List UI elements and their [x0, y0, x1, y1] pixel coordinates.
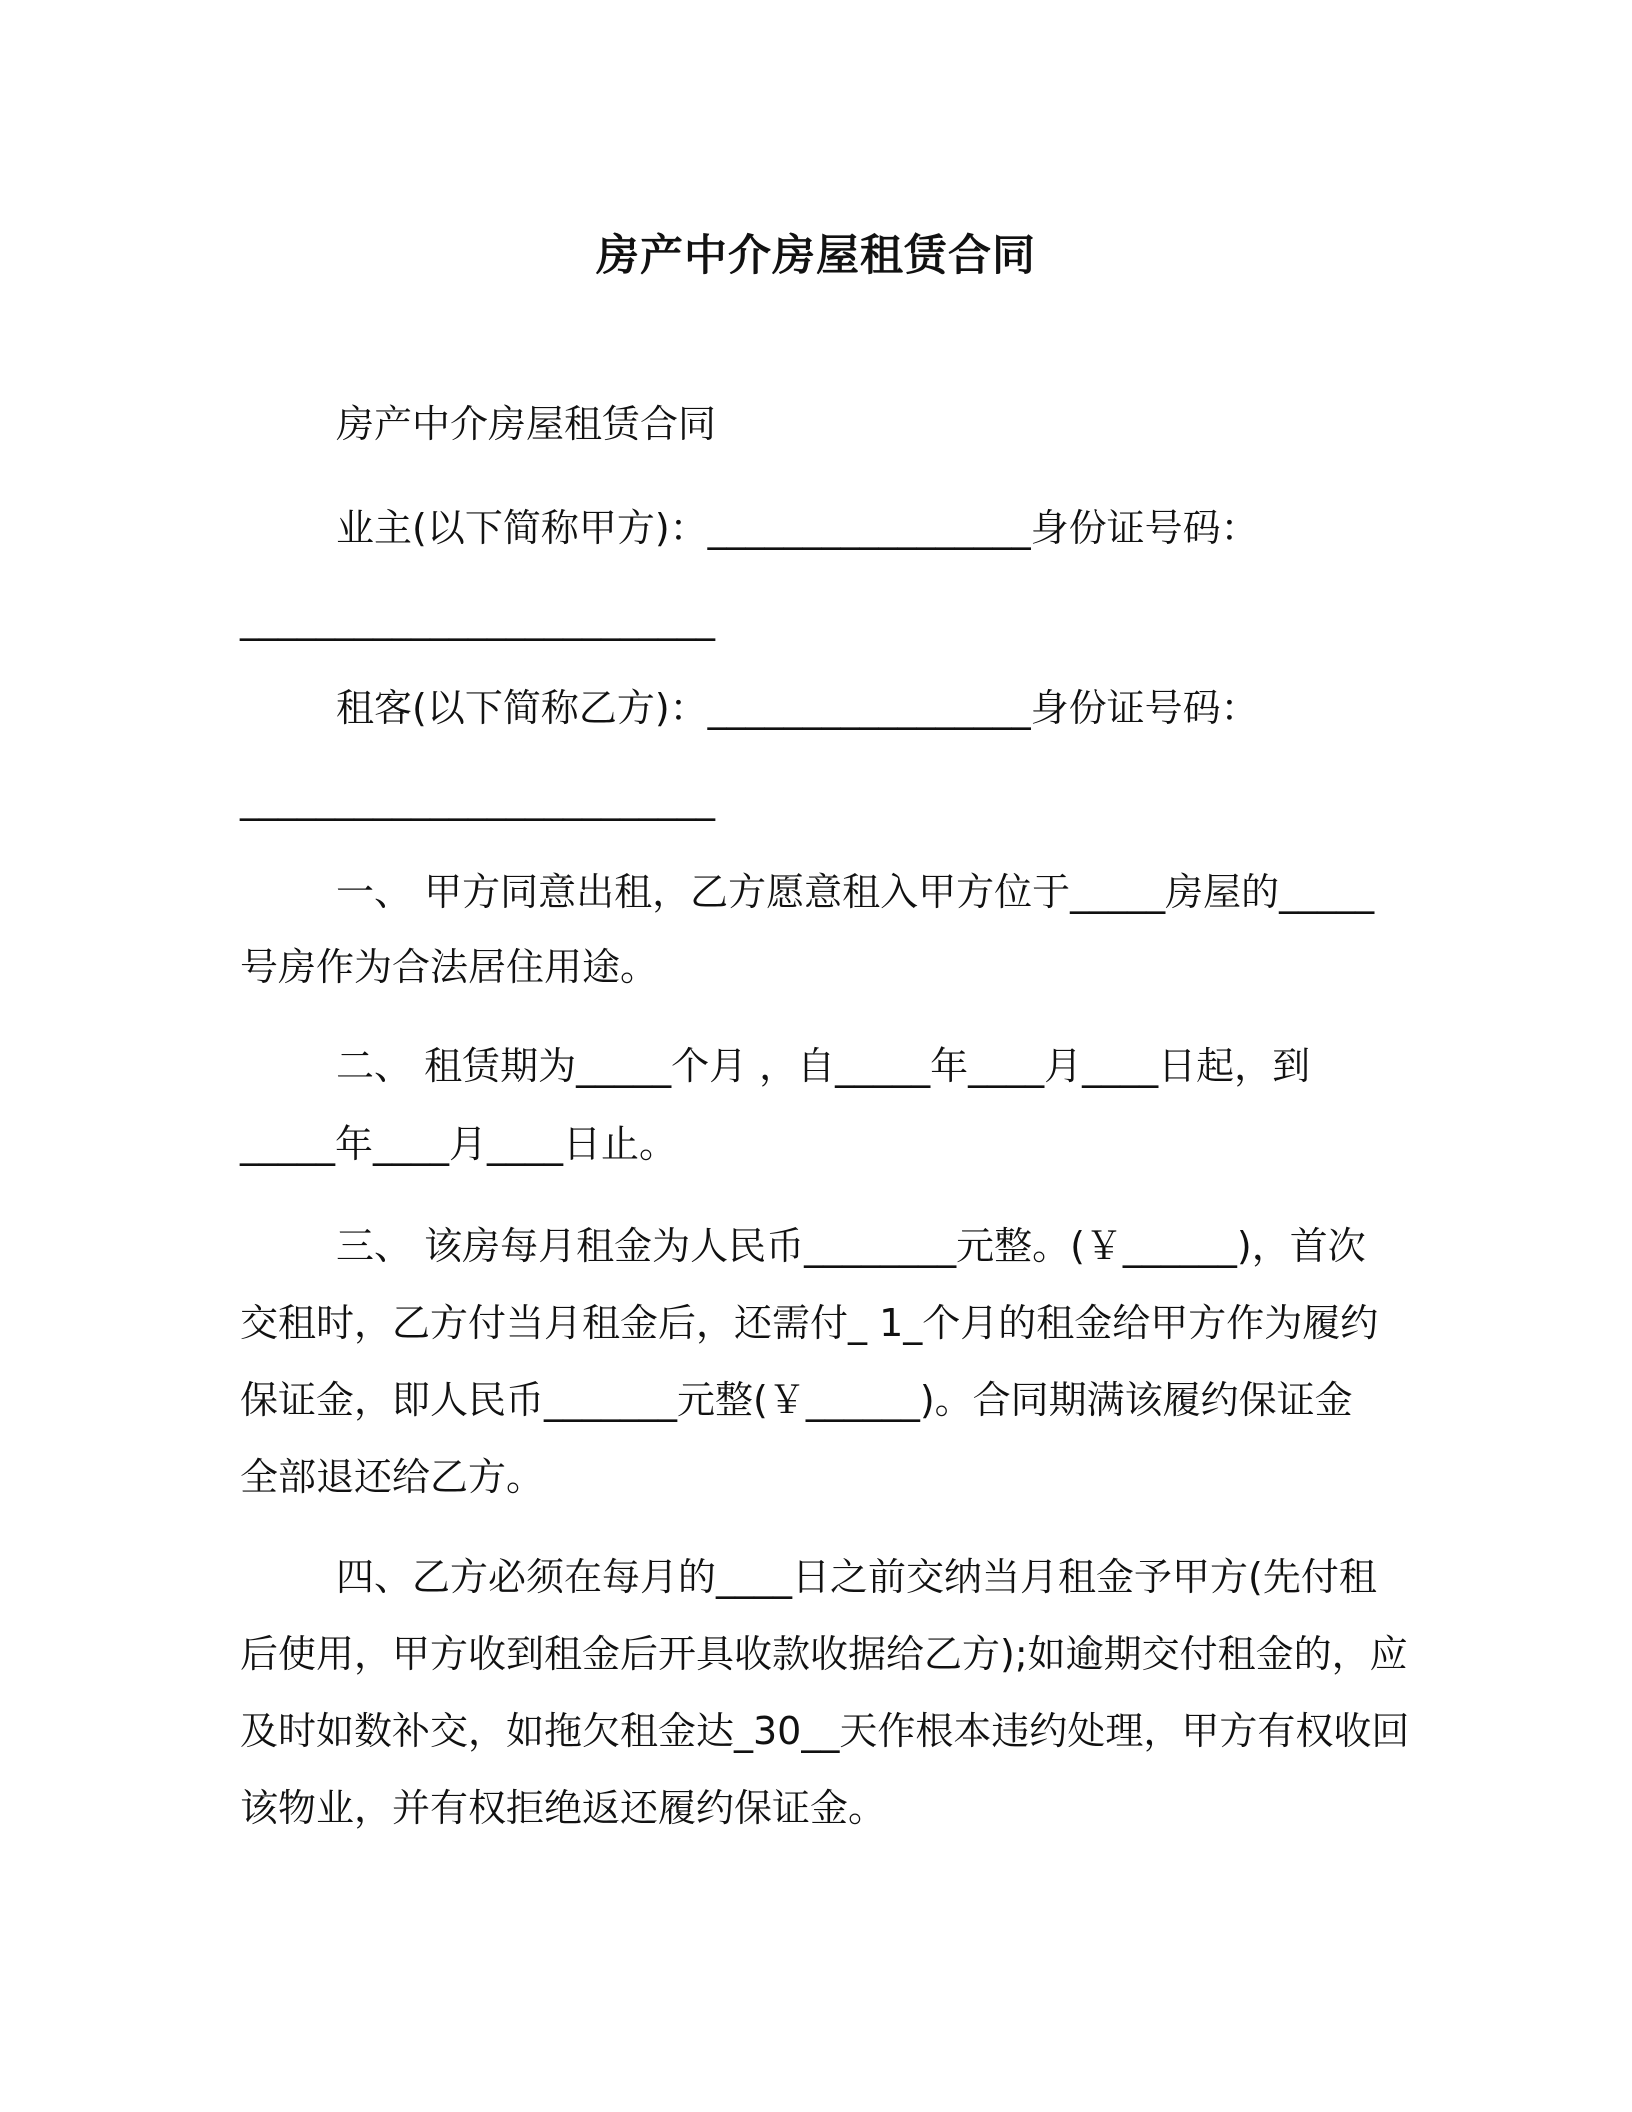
clause-4-line-4: 该物业，并有权拒绝返还履约保证金。	[240, 1786, 887, 1830]
clause-3-line-4: 全部退还给乙方。	[240, 1455, 545, 1499]
landlord-line: 业主(以下简称甲方)：_________________身份证号码：	[336, 506, 1259, 550]
clause-2-line-2: _____年____月____日止。	[240, 1122, 678, 1166]
clause-2-line-1: 二、 租赁期为_____个月 ，自_____年____月____日起，到	[336, 1044, 1311, 1088]
clause-3-line-3: 保证金，即人民币_______元整(￥______)。合同期满该履约保证金	[240, 1378, 1353, 1422]
clause-1-line-2: 号房作为合法居住用途。	[240, 945, 659, 989]
clause-1-line-1: 一、 甲方同意出租，乙方愿意租入甲方位于_____房屋的_____	[336, 870, 1375, 914]
subtitle-line: 房产中介房屋租赁合同	[336, 402, 717, 446]
clause-4-line-1: 四、乙方必须在每月的____日之前交纳当月租金予甲方(先付租	[336, 1555, 1377, 1599]
clause-3-line-2: 交租时，乙方付当月租金后，还需付_ 1_个月的租金给甲方作为履约	[240, 1301, 1379, 1345]
tenant-id-blank: _________________________	[240, 777, 715, 821]
tenant-line: 租客(以下简称乙方)：_________________身份证号码：	[336, 686, 1259, 730]
clause-3-line-1: 三、 该房每月租金为人民币________元整。(￥______)，首次	[336, 1224, 1366, 1268]
landlord-id-blank: _________________________	[240, 597, 715, 641]
document-title: 房产中介房屋租赁合同	[596, 231, 1036, 281]
clause-4-line-2: 后使用，甲方收到租金后开具收款收据给乙方);如逾期交付租金的，应	[240, 1632, 1408, 1676]
clause-4-line-3: 及时如数补交，如拖欠租金达_30__天作根本违约处理，甲方有权收回	[240, 1709, 1410, 1753]
